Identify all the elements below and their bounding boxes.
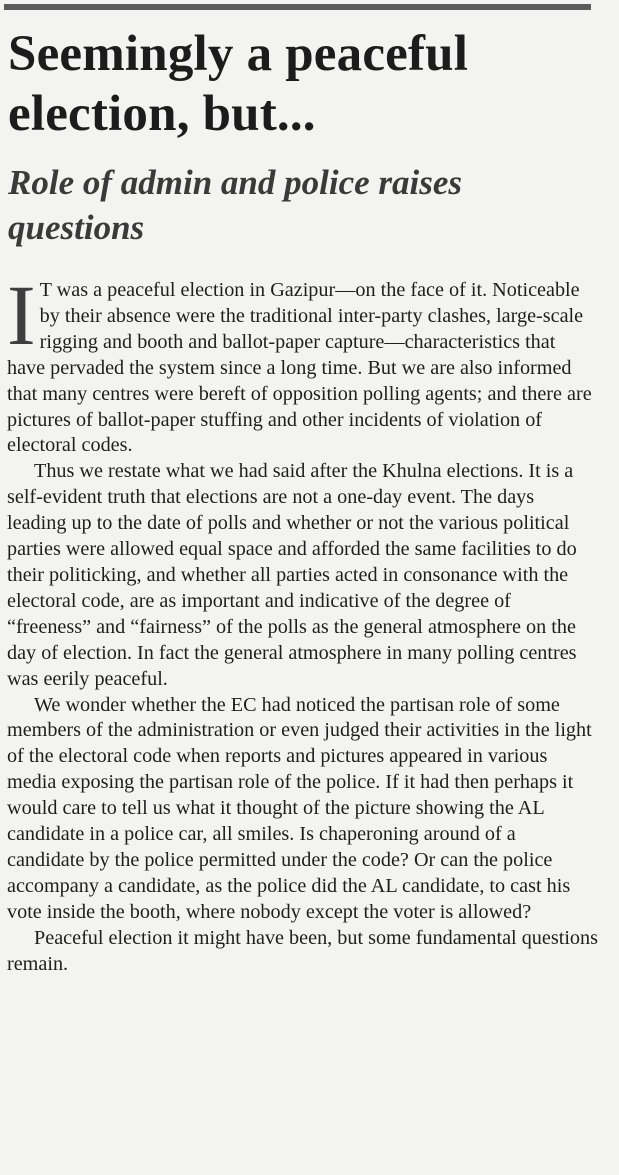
paragraph-4: Peaceful election it might have been, but some fundamental questions remain. — [7, 926, 598, 975]
paragraph-1-text: T was a peaceful election in Gazipur—on the face of it. Noticeable by their absence were the traditional inter-party clashes, large-scale rigging and booth and ballot-paper capture—characteristics that have pervaded the system since a long time. But we are also informed that many centres were bereft of opposition polling agents; and there are pictures of ballot-paper stuffing and other incidents of violation of electoral codes. — [7, 279, 592, 457]
subheadline: Role of admin and police raises questions — [8, 163, 463, 247]
article-body — [7, 267, 598, 977]
paragraph-1 — [7, 267, 598, 459]
top-rule-divider — [4, 4, 591, 10]
headline: Seemingly a peaceful election, but... — [8, 26, 469, 142]
paragraph-2: Thus we restate what we had said after the Khulna elections. It is a self-evident truth that elections are not a one-day event. The days leading up to the date of polls and whether or not the various political parties were allowed equal space and afforded the same facilities to do their politicking, and whether all parties acted in consonance with the electoral code, are as important and indicative of the degree of “freeness” and “fairness” of the polls as the general atmosphere on the day of election. In fact the general atmosphere in many polling centres was eerily peaceful. — [7, 460, 577, 690]
drop-cap: I — [7, 267, 36, 363]
paragraph-3: We wonder whether the EC had noticed the partisan role of some members of the administration or even judged their activities in the light of the electoral code when reports and pictures appeared in various media exposing the partisan role of the police. If it had then perhaps it would care to tell us what it thought of the picture showing the AL candidate in a police car, all smiles. Is chaperoning around of a candidate by the police permitted under the code? Or can the police accompany a candidate, as the police did the AL candidate, to cast his vote inside the booth, where nobody except the voter is allowed? — [7, 693, 592, 923]
